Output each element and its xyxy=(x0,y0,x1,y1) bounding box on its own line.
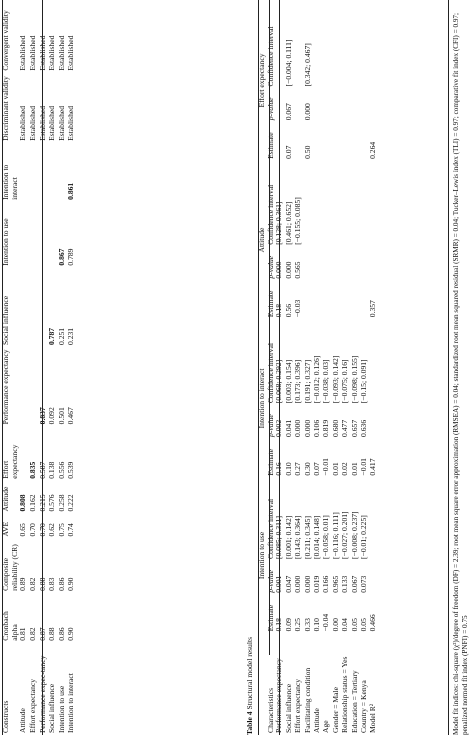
table4-subheader-cell: Confidence interval xyxy=(265,184,275,245)
table3-cell: Established xyxy=(28,105,38,141)
table4-cell: 0.680 xyxy=(330,419,340,437)
table3-cell: 0.467 xyxy=(66,407,76,425)
table4-cell: 0.000 xyxy=(293,575,303,593)
table4-cell: 0.264 xyxy=(368,141,378,159)
table3-cell: Established xyxy=(18,35,28,71)
table4-top-rule xyxy=(258,0,259,735)
table4-cell: 0.047 xyxy=(283,575,293,593)
table4-subheader-cell: p-value xyxy=(265,570,275,593)
table4-subheader-cell: Estimate xyxy=(265,132,275,159)
table4-cell: 0.00 xyxy=(330,618,340,632)
table4-cell xyxy=(332,161,341,247)
table3-header-cell: Social influence xyxy=(1,295,10,345)
table3-header-cell: Constructs xyxy=(1,700,10,733)
table4-row-label: Effort expectancy xyxy=(293,678,303,733)
table4-cell: 0.073 xyxy=(358,575,368,593)
table3-cell: 0.65 xyxy=(18,523,28,537)
table3-cell: 0.82 xyxy=(28,627,38,641)
table4-cell: 0.10 xyxy=(312,618,321,632)
validity-table xyxy=(2,0,77,735)
table4-cell: 0.05 xyxy=(349,618,359,632)
table3-cell: 0.87 xyxy=(37,627,47,641)
table3-cell: 0.231 xyxy=(66,327,76,345)
table4-cell: 0.09 xyxy=(283,618,293,632)
table4-row-label: Facilitating condition xyxy=(302,667,312,733)
table4-cell: [−0.093; 0.142] xyxy=(330,355,340,404)
table4-row-label: Gender = Male xyxy=(330,686,340,733)
table3-cell: 0.86 xyxy=(56,627,66,641)
table3-cell: 0.70 xyxy=(37,523,47,537)
table4-cell xyxy=(341,281,350,320)
table3-cell: 0.576 xyxy=(47,494,57,512)
table3-cell: 0.88 xyxy=(37,577,47,591)
table3-cell: 0.808 xyxy=(18,494,28,512)
table4-cell xyxy=(360,0,369,88)
table3-row-label: Social influence xyxy=(47,683,57,733)
table4-cell: 0.07 xyxy=(283,145,293,159)
table4-cell: 0.357 xyxy=(368,300,378,318)
table4-cell xyxy=(322,88,331,122)
table4-row-label: Age xyxy=(321,720,331,733)
table4-cell: [0.191; 0.327] xyxy=(302,359,312,404)
table4-cell: 0.30 xyxy=(302,462,312,476)
table4-cell: [0.014; 0.148] xyxy=(312,515,321,559)
table3-cell: 0.867 xyxy=(56,248,66,266)
table4-caption xyxy=(246,637,255,735)
table3-cell: Established xyxy=(28,35,38,71)
table3-cell: 0.88 xyxy=(47,627,57,641)
table4-cell xyxy=(369,405,378,439)
table4-cell: 0.10 xyxy=(283,462,293,476)
table4-cell xyxy=(369,88,378,122)
table3-cell: Established xyxy=(66,105,76,141)
table4-cell: [0.128; 0.361] xyxy=(274,201,284,245)
table4-caption-label: Table 4 xyxy=(245,711,254,735)
table4-cell: [0.001; 0.142] xyxy=(283,515,293,559)
table4-cell: 0.417 xyxy=(368,458,378,476)
structural-model-table xyxy=(258,0,379,735)
table4-cell xyxy=(369,0,378,88)
table4-cell: [−0.012; 0.126] xyxy=(312,355,321,404)
table4-cell xyxy=(322,281,331,320)
table4-cell xyxy=(332,281,341,320)
table4-cell: −0.01 xyxy=(321,458,331,476)
table4-cell xyxy=(351,88,360,122)
table4-cell xyxy=(313,0,322,88)
table3-cell: Established xyxy=(56,35,66,71)
table4-cell xyxy=(341,88,350,122)
table3-cell: 0.835 xyxy=(28,461,38,479)
table4-cell: [0.461; 0.652] xyxy=(283,201,293,245)
table3-header-cell: AVE xyxy=(1,521,10,537)
table4-cell: 0.477 xyxy=(340,419,350,437)
table4-cell: 0.000 xyxy=(302,575,312,593)
table4-cell: [0.342; 0.467] xyxy=(302,43,312,87)
table4-cell: [0.211; 0.345] xyxy=(302,515,312,559)
table4-cell xyxy=(341,122,350,161)
table3-row xyxy=(67,0,77,735)
table4-cell xyxy=(304,281,313,320)
table4-cell xyxy=(322,161,331,247)
table4-cell xyxy=(351,247,360,281)
table3-cell: 0.251 xyxy=(56,327,66,345)
table4-cell: [0.068; 0.292] xyxy=(274,359,284,404)
table3-cell: 0.62 xyxy=(47,523,57,537)
table3-cell: 0.90 xyxy=(66,627,76,641)
table4-subheader-cell: Estimate xyxy=(265,449,275,476)
table4-row-label: Performance expectancy xyxy=(274,658,284,733)
table4-cell: −0.03 xyxy=(293,299,303,318)
table4-body xyxy=(275,0,378,735)
table3-cell: 0.74 xyxy=(66,523,76,537)
table4-cell: −0.04 xyxy=(321,613,331,632)
table4-cell xyxy=(313,88,322,122)
table3-cell xyxy=(19,347,29,426)
table4-cell xyxy=(332,247,341,281)
table3-cell: 0.89 xyxy=(18,577,28,591)
table4-cell: 0.50 xyxy=(302,145,312,159)
table4-cell: 0.16 xyxy=(274,462,284,476)
table3-cell: Established xyxy=(37,105,47,141)
table4-cell xyxy=(332,122,341,161)
table3-row-label: Attitude xyxy=(18,708,28,733)
table4-cell: 0.27 xyxy=(293,462,303,476)
table4-row-label: Relationship status = Yes xyxy=(340,656,350,733)
table4-cell: 0.041 xyxy=(283,419,293,437)
table3-cell xyxy=(48,143,58,202)
table3-cell: 0.787 xyxy=(47,327,57,345)
table3-cell: 0.501 xyxy=(56,407,66,425)
table4-cell xyxy=(351,122,360,161)
table3-row-label: Intention to use xyxy=(56,685,66,733)
table4-cell: 0.001 xyxy=(274,575,284,593)
table4-cell xyxy=(332,0,341,88)
table4-cell: 0.33 xyxy=(302,618,312,632)
table4-row-label: Social influence xyxy=(283,683,293,733)
table3-cell: 0.81 xyxy=(18,627,28,641)
table3-top-rule xyxy=(2,0,3,735)
table4-cell: 0.04 xyxy=(340,618,350,632)
table4-cell: 0.106 xyxy=(312,419,321,437)
table4-cell: 0.01 xyxy=(349,462,359,476)
table4-cell xyxy=(322,0,331,88)
table4-cell: 0.000 xyxy=(293,419,303,437)
table3-header-cell: Performance expectancy xyxy=(1,349,10,425)
table4-cell: 0.067 xyxy=(349,575,359,593)
table4-cell xyxy=(351,281,360,320)
table4-cell xyxy=(360,161,369,247)
table3-cell: 0.215 xyxy=(37,494,47,512)
table4-subheader-cell: Confidence interval xyxy=(265,26,275,87)
table4-cell: 0.25 xyxy=(293,618,303,632)
table4-cell xyxy=(360,88,369,122)
table3-cell xyxy=(19,143,29,202)
table4-cell: [−0.038; 0.03] xyxy=(321,359,331,404)
table4-cell: [0.143; 0.364] xyxy=(293,515,303,559)
table4-cell: [−0.075; 0.16] xyxy=(340,359,350,404)
model-fit-footnote: Model fit indices: chi-square (χ²)/degree of freedom (DF) = 2.39; root mean square error approximation (RMSEA) = 0.04; standardized root mean squared residual (SRMR) = 0.04; Tucker–Lewis index (TLI) = 0.97; comparative fit index (CFI) = 0.97; penalized normed fit index (PNFI) = 0.75 xyxy=(452,12,469,735)
table3-cell xyxy=(39,202,49,268)
table4-cell xyxy=(369,247,378,281)
table4-cell: 0.657 xyxy=(349,419,359,437)
table4-cell: [−0.008; 0.237] xyxy=(349,511,359,559)
table4-cell: [−0.01; 0.225] xyxy=(358,515,368,559)
table3-header-cell: Composite reliability (CR) xyxy=(1,544,19,591)
table4-cell: 0.05 xyxy=(358,618,368,632)
table4-group-header-cell: Attitude xyxy=(257,227,266,253)
table4-cell xyxy=(351,161,360,247)
table4-cell xyxy=(369,161,378,247)
table4-subheader-cell: Estimate xyxy=(265,604,275,632)
table4-subheader-cell: p-value xyxy=(265,255,275,279)
table3-cell xyxy=(39,143,49,202)
table4-cell xyxy=(304,247,313,281)
table3-cell: 0.587 xyxy=(37,461,47,479)
table4-subheader-cell: p-value xyxy=(265,414,275,437)
table4-cell: 0.166 xyxy=(321,575,331,593)
table4-cell: 0.56 xyxy=(283,303,293,318)
table4-cell: [0.003; 0.154] xyxy=(283,359,293,404)
table4-cell: 0.636 xyxy=(358,419,368,437)
table4-cell: 0.000 xyxy=(302,419,312,437)
table3-cell: 0.789 xyxy=(66,248,76,266)
table4-row-label: Country = Kenya xyxy=(358,680,368,733)
table3-header-cell: Cronbach alpha xyxy=(1,611,19,641)
table4-subheader-cell: Characteristics xyxy=(265,687,275,733)
table4-header-rule xyxy=(279,0,280,735)
table4-cell: 0.000 xyxy=(274,261,284,279)
table3-cell: 0.556 xyxy=(56,461,66,479)
table4-cell: 0.819 xyxy=(321,419,331,437)
table3-cell: 0.138 xyxy=(47,461,57,479)
table4-row-label: Model R² xyxy=(368,703,378,733)
table4-cell: [−0.058; 0.01] xyxy=(321,515,331,559)
table4-group-header-cell: Intention to use xyxy=(257,531,266,580)
table3-cell: Established xyxy=(18,105,28,141)
table4-cell xyxy=(369,478,378,561)
table4-row xyxy=(369,0,378,735)
table4-cell: 0.18 xyxy=(274,618,284,632)
table4-cell: [−0.004; 0.111] xyxy=(283,39,293,87)
table4-caption-text: Structural model results xyxy=(245,636,254,710)
table4-cell xyxy=(341,247,350,281)
table3-row-label: Effort expectancy xyxy=(28,678,38,733)
table4-cell xyxy=(341,161,350,247)
table4-group-header-cell: Intention to interact xyxy=(257,368,266,429)
table4-cell: 0.965 xyxy=(330,575,340,593)
table3-cell: 0.837 xyxy=(37,407,47,425)
table4-cell: [0.173; 0.396] xyxy=(293,359,303,404)
table4-cell xyxy=(332,88,341,122)
table4-cell: 0.07 xyxy=(312,462,321,476)
table4-cell: [−0.027; 0.201] xyxy=(340,511,350,559)
table3-row-label: Performance expec-tancy xyxy=(37,655,47,733)
table4-group-rule xyxy=(269,0,270,655)
table3-cell xyxy=(19,202,29,268)
table3-cell xyxy=(29,202,39,268)
table4-cell xyxy=(369,561,378,595)
table3-cell: 0.82 xyxy=(28,577,38,591)
table4-subheader-cell: p-value xyxy=(265,97,275,121)
table4-cell xyxy=(313,247,322,281)
table4-cell xyxy=(322,247,331,281)
table4-cell: 0.133 xyxy=(340,575,350,593)
table3-cell: Established xyxy=(47,105,57,141)
table3-cell xyxy=(29,268,39,347)
table3-header-cell: Attitude xyxy=(1,486,10,512)
table4-cell: 0.565 xyxy=(293,261,303,279)
table4-cell: 0.01 xyxy=(330,462,340,476)
table4-cell xyxy=(341,0,350,88)
table3-header-cell: Discriminant validity xyxy=(1,76,10,141)
table3-cell: 0.162 xyxy=(28,494,38,512)
table4-subheader-cell: Estimate xyxy=(265,290,275,318)
table4-cell xyxy=(322,122,331,161)
table4-subheader-cell: Confidence interval xyxy=(265,498,275,559)
table4-cell xyxy=(313,122,322,161)
table4-cell: 0.02 xyxy=(340,462,350,476)
table4-cell: 0.466 xyxy=(368,614,378,632)
table4-cell: [−0.116; 0.111] xyxy=(330,512,340,559)
table3-cell: 0.539 xyxy=(66,461,76,479)
table3-cell: Established xyxy=(56,105,66,141)
table3-header-cell: Intention to use xyxy=(1,218,10,266)
table4-cell: [−0.15; 0.091] xyxy=(358,359,368,404)
table3-header-cell: Effort expectancy xyxy=(1,444,19,479)
table3-cell: 0.258 xyxy=(56,494,66,512)
table3-cell: Established xyxy=(37,35,47,71)
table4-group-header-cell: Effort expectancy xyxy=(257,53,266,108)
table4-cell xyxy=(304,161,313,247)
table3-header-cell: Convergent validity xyxy=(1,10,10,71)
table3-cell: 0.222 xyxy=(66,494,76,512)
table3-cell: 0.90 xyxy=(66,577,76,591)
table4-cell: [−0.155; 0.085] xyxy=(293,197,303,245)
table4-row-label: Education = Tertiary xyxy=(349,670,359,733)
table4-cell xyxy=(313,281,322,320)
table4-cell: 0.000 xyxy=(302,103,312,121)
table4-cell: 0.067 xyxy=(283,103,293,121)
table4-cell: 0.019 xyxy=(312,575,321,593)
table4-cell: 0.18 xyxy=(274,303,284,318)
table3-header-rule xyxy=(42,0,43,735)
table3-cell: 0.86 xyxy=(56,577,66,591)
table3-cell xyxy=(29,143,39,202)
table3-cell: 0.70 xyxy=(28,523,38,537)
table4-cell xyxy=(360,247,369,281)
validity-table-body xyxy=(19,0,77,735)
table4-cell xyxy=(369,319,378,405)
table4-cell: [0.085; 0.311] xyxy=(274,515,284,559)
table4-subheader-cell: Confidence interval xyxy=(265,343,275,404)
table4-bottom-rule xyxy=(448,0,449,735)
table4-cell xyxy=(313,161,322,247)
table3-cell: 0.861 xyxy=(66,182,76,200)
table4-cell: [−0.098; 0.155] xyxy=(349,355,359,404)
table3-cell: Established xyxy=(66,35,76,71)
table4-cell: 0.000 xyxy=(283,261,293,279)
table3-cell xyxy=(19,268,29,347)
table3-row-label: Intention to interact xyxy=(66,673,76,733)
table3-header-cell: Intention to interact xyxy=(1,164,19,200)
table4-cell xyxy=(351,0,360,88)
table4-cell: −0.01 xyxy=(358,458,368,476)
table3-cell: 0.092 xyxy=(47,407,57,425)
table4-row-label: Attitude xyxy=(312,708,321,733)
table4-cell: 0.002 xyxy=(274,419,284,437)
table3-cell: 0.83 xyxy=(47,577,57,591)
table3-cell: Established xyxy=(47,35,57,71)
validity-table-header xyxy=(2,0,19,735)
table3-cell: 0.75 xyxy=(56,523,66,537)
